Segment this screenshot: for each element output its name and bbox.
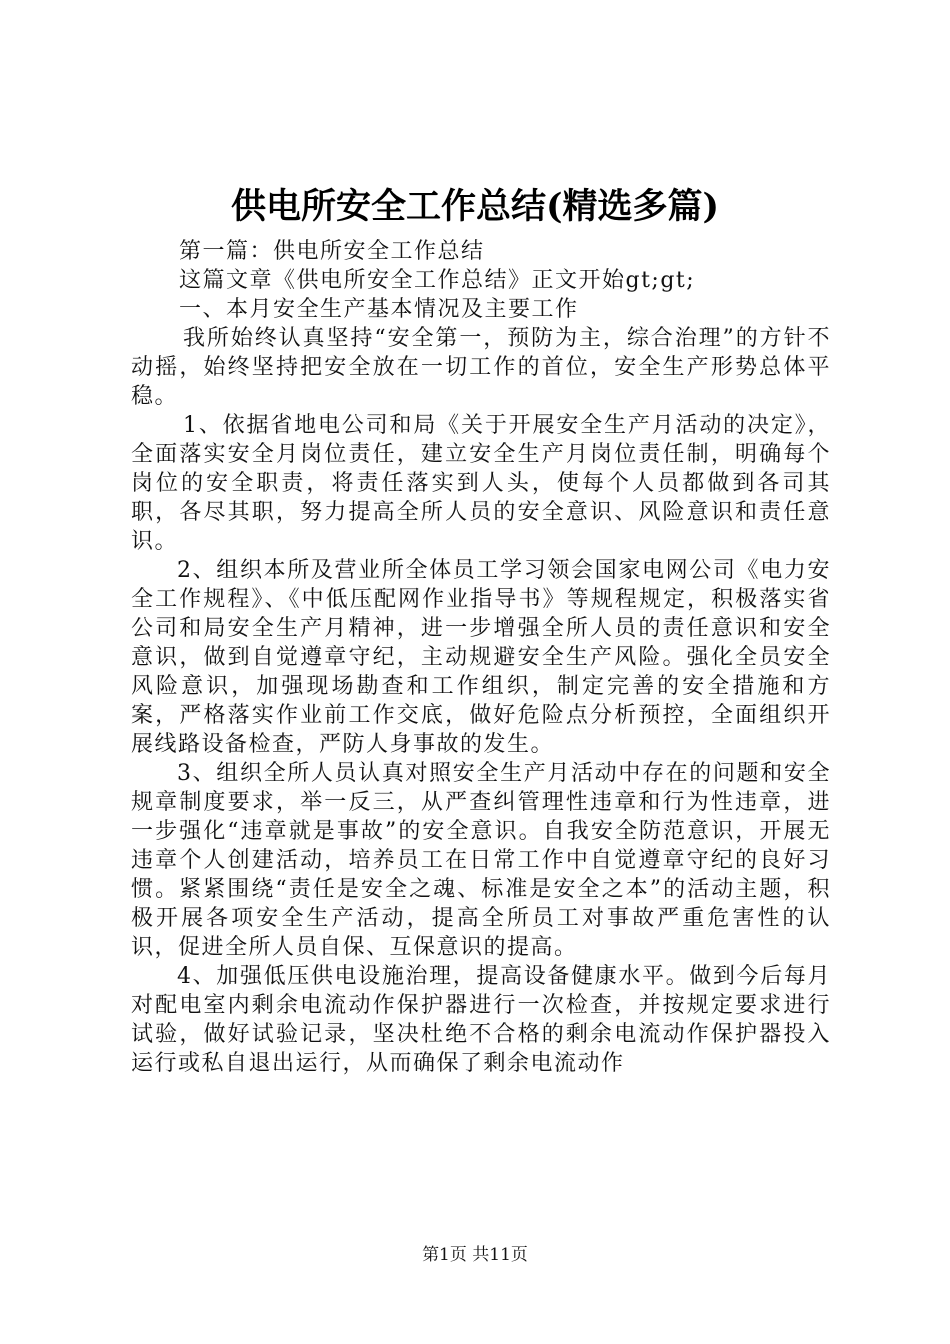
document-body [131, 237, 831, 1078]
document-title: 供电所安全工作总结(精选多篇) [230, 186, 720, 227]
section-heading: 第一篇：供电所安全工作总结 [179, 239, 485, 264]
body-paragraph: 4、加强低压供电设施治理，提高设备健康水平。做到今后每月对配电室内剩余电流动作保护器进行一次检查，并按规定要求进行试验，做好试验记录，坚决杜绝不合格的剩余电流动作保护器投入运行或私自退出运行，从而确保了剩余电流动作 [131, 964, 831, 1076]
intro-line: 这篇文章《供电所安全工作总结》正文开始gt;gt; [179, 268, 696, 293]
body-paragraph: 3、组织全所人员认真对照安全生产月活动中存在的问题和安全规章制度要求，举一反三，从严查纠管理性违章和行为性违章，进一步强化“违章就是事故”的安全意识。自我安全防范意识，开展无违章个人创建活动，培养员工在日常工作中自觉遵章守纪的良好习惯。紧紧围绕“责任是安全之魂、标准是安全之本”的活动主题，积极开展各项安全生产活动，提高全所员工对事故严重危害性的认识，促进全所人员自保、互保意识的提高。 [131, 761, 831, 960]
body-paragraph: 2、组织本所及营业所全体员工学习领会国家电网公司《电力安全工作规程》、《中低压配网作业指导书》等规程规定，积极落实省公司和局安全生产月精神，进一步增强全所人员的责任意识和安全意识，做到自觉遵章守纪，主动规避安全生产风险。强化全员安全风险意识，加强现场勘查和工作组织，制定完善的安全措施和方案，严格落实作业前工作交底，做好危险点分析预控，全面组织开展线路设备检查，严防人身事故的发生。 [131, 558, 831, 757]
body-paragraph: 1、依据省地电公司和局《关于开展安全生产月活动的决定》，全面落实安全月岗位责任，建立安全生产月岗位责任制，明确每个岗位的安全职责，将责任落实到人头，使每个人员都做到各司其职，各尽其职，努力提高全所人员的安全意识、风险意识和责任意识。 [131, 413, 831, 554]
subsection-heading: 一、本月安全生产基本情况及主要工作 [179, 297, 579, 322]
page-footer: 第1页 共11页 [422, 1245, 528, 1265]
body-paragraph: 我所始终认真坚持“安全第一，预防为主，综合治理”的方针不动摇，始终坚持把安全放在一切工作的首位，安全生产形势总体平稳。 [131, 326, 831, 409]
